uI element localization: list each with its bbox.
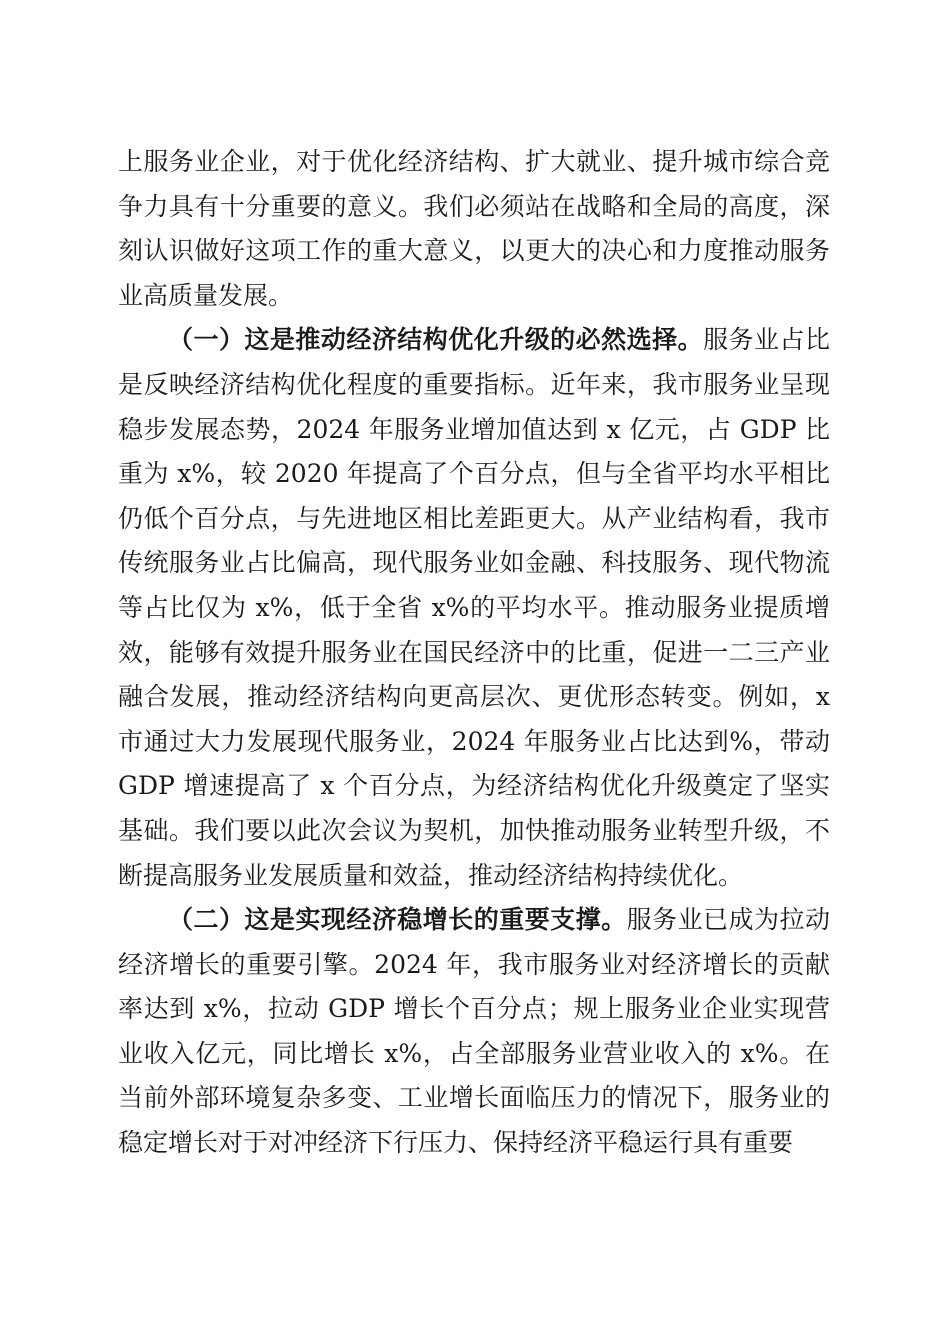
section-1-body: 服务业占比是反映经济结构优化程度的重要指标。近年来，我市服务业呈现稳步发展态势，2024 年服务业增加值达到 x 亿元，占 GDP 比重为 x%，较 2020 年提高了个百分点，但与全省平均水平相比仍低个百分点，与先进地区相比差距更大。从产业结构看，我市传统服务业占比偏高，现代服务业如金融、科技服务、现代物流等占比仅为 x%，低于全省 x%的平均水平。推动服务业提质增效，能够有效提升服务业在国民经济中的比重，促进一二三产业融合发展，推动经济结构向更高层次、更优形态转变。例如，x 市通过大力发展现代服务业，2024 年服务业占比达到%，带动 GDP 增速提高了 x 个百分点，为经济结构优化升级奠定了坚实基础。我们要以此次会议为契机，加快推动服务业转型升级，不断提高服务业发展质量和效益，推动经济结构持续优化。 (118, 325, 830, 890)
paragraph-section-2 (118, 898, 830, 1166)
section-2-heading: （二）这是实现经济稳增长的重要支撑。 (168, 905, 627, 935)
section-1-heading: （一）这是推动经济结构优化升级的必然选择。 (168, 325, 704, 355)
paragraph-section-1 (118, 318, 830, 898)
paragraph-intro: 上服务业企业，对于优化经济结构、扩大就业、提升城市综合竞争力具有十分重要的意义。我们必须站在战略和全局的高度，深刻认识做好这项工作的重大意义，以更大的决心和力度推动服务业高质量发展。 (118, 147, 830, 310)
document-body (118, 140, 830, 1166)
section-2-body: 服务业已成为拉动经济增长的重要引擎。2024 年，我市服务业对经济增长的贡献率达到 x%，拉动 GDP 增长个百分点；规上服务业企业实现营业收入亿元，同比增长 x%，占全部服务业营业收入的 x%。在当前外部环境复杂多变、工业增长面临压力的情况下，服务业的稳定增长对于对冲经济下行压力、保持经济平稳运行具有重要 (118, 905, 830, 1158)
